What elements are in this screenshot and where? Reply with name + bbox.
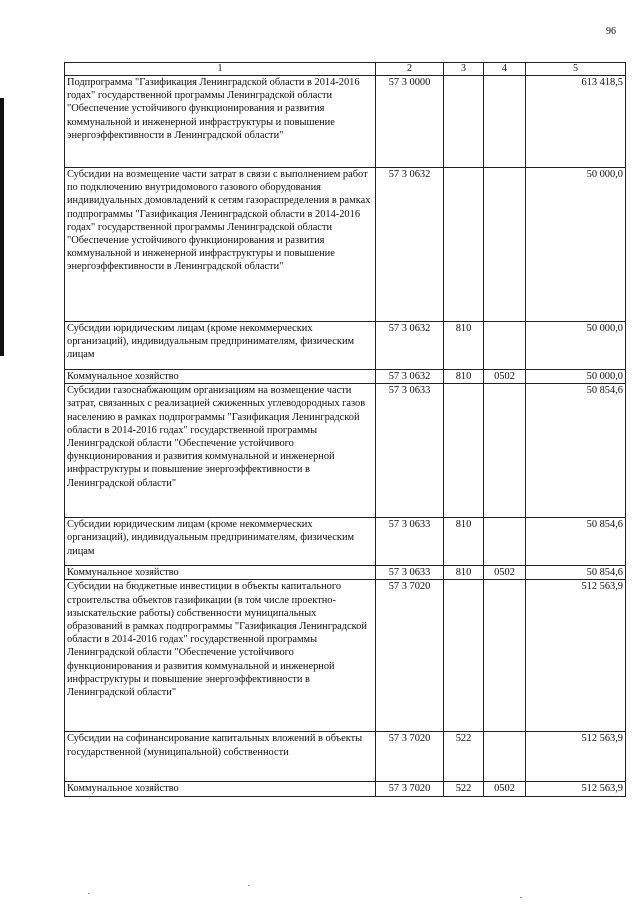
target-article-code: 57 3 0632 xyxy=(376,168,444,322)
row-name: Субсидии юридическим лицам (кроме некоммерческих организаций), индивидуальным предпринимателям, физическим лицам xyxy=(65,322,376,370)
expense-type-code: 810 xyxy=(444,518,484,566)
section-code xyxy=(484,168,526,322)
expense-type-code: 810 xyxy=(444,322,484,370)
expense-type-code: 522 xyxy=(444,732,484,782)
amount: 512 563,9 xyxy=(526,580,626,732)
target-article-code: 57 3 0000 xyxy=(376,76,444,168)
table-row xyxy=(65,370,626,384)
expense-type-code xyxy=(444,384,484,518)
row-name: Субсидии юридическим лицам (кроме некоммерческих организаций), индивидуальным предпринимателям, физическим лицам xyxy=(65,518,376,566)
amount: 613 418,5 xyxy=(526,76,626,168)
target-article-code: 57 3 0632 xyxy=(376,322,444,370)
row-name: Подпрограмма "Газификация Ленинградской области в 2014-2016 годах" государственной программы Ленинградской области "Обеспечение устойчивого функционирования и развития коммунальной и инженерной инфраструктуры и повышение энергоэффективности в Ленинградской области" xyxy=(65,76,376,168)
column-header: 5 xyxy=(526,63,626,76)
target-article-code: 57 3 0633 xyxy=(376,566,444,580)
section-code: 0502 xyxy=(484,370,526,384)
expense-type-code: 810 xyxy=(444,566,484,580)
amount: 50 854,6 xyxy=(526,566,626,580)
target-article-code: 57 3 7020 xyxy=(376,782,444,796)
column-header: 2 xyxy=(376,63,444,76)
amount: 50 854,6 xyxy=(526,518,626,566)
amount: 50 000,0 xyxy=(526,322,626,370)
target-article-code: 57 3 7020 xyxy=(376,732,444,782)
section-code xyxy=(484,732,526,782)
target-article-code: 57 3 7020 xyxy=(376,580,444,732)
expense-type-code: 810 xyxy=(444,370,484,384)
table-row xyxy=(65,566,626,580)
row-name: Коммунальное хозяйство xyxy=(65,566,376,580)
section-code xyxy=(484,322,526,370)
amount: 512 563,9 xyxy=(526,782,626,796)
table-row xyxy=(65,76,626,168)
row-name: Коммунальное хозяйство xyxy=(65,782,376,796)
column-header: 1 xyxy=(65,63,376,76)
row-name: Коммунальное хозяйство xyxy=(65,370,376,384)
expense-type-code xyxy=(444,76,484,168)
section-code xyxy=(484,384,526,518)
table-row xyxy=(65,168,626,322)
section-code xyxy=(484,580,526,732)
amount: 512 563,9 xyxy=(526,732,626,782)
column-header: 3 xyxy=(444,63,484,76)
amount: 50 854,6 xyxy=(526,384,626,518)
row-name: Субсидии газоснабжающим организациям на возмещение части затрат, связанных с реализацией сжиженных углеводородных газов населению в рамках подпрограммы "Газификация Ленинградской области в 2014-2016 годах" государственной программы Ленинградской области "Обеспечение устойчивого функционирования и развития коммунальной и инженерной инфраструктуры и повышение энергоэффективности в Ленинградской области" xyxy=(65,384,376,518)
table-row xyxy=(65,518,626,566)
section-code: 0502 xyxy=(484,566,526,580)
section-code: 0502 xyxy=(484,782,526,796)
section-code xyxy=(484,76,526,168)
table-row xyxy=(65,322,626,370)
table-header-row xyxy=(65,63,626,76)
target-article-code: 57 3 0633 xyxy=(376,518,444,566)
section-code xyxy=(484,518,526,566)
page-number: 96 xyxy=(606,26,616,37)
column-header: 4 xyxy=(484,63,526,76)
amount: 50 000,0 xyxy=(526,168,626,322)
table-row xyxy=(65,580,626,732)
expense-type-code xyxy=(444,580,484,732)
table-row xyxy=(65,384,626,518)
expense-type-code xyxy=(444,168,484,322)
expense-type-code: 522 xyxy=(444,782,484,796)
amount: 50 000,0 xyxy=(526,370,626,384)
scan-edge-mark xyxy=(0,98,4,356)
target-article-code: 57 3 0632 xyxy=(376,370,444,384)
budget-table xyxy=(64,62,626,797)
row-name: Субсидии на бюджетные инвестиции в объекты капитального строительства объектов газификации (в том числе проектно-изыскательские работы) собственности муниципальных образований в рамках подпрограммы "Газификация Ленинградской области в 2014-2016 годах" государственной программы Ленинградской области "Обеспечение устойчивого функционирования и развития коммунальной и инженерной инфраструктуры и повышение энергоэффективности в Ленинградской области" xyxy=(65,580,376,732)
table-row xyxy=(65,732,626,782)
table-row xyxy=(65,782,626,796)
row-name: Субсидии на возмещение части затрат в связи с выполнением работ по подключению внутридомового газового оборудования индивидуальных домовладений к сетям газораспределения в рамках подпрограммы "Газификация Ленинградской области в 2014-2016 годах" государственной программы Ленинградской области "Обеспечение устойчивого функционирования и развития коммунальной и инженерной инфраструктуры и повышение энергоэффективности в Ленинградской области" xyxy=(65,168,376,322)
row-name: Субсидии на софинансирование капитальных вложений в объекты государственной (муниципальной) собственности xyxy=(65,732,376,782)
target-article-code: 57 3 0633 xyxy=(376,384,444,518)
